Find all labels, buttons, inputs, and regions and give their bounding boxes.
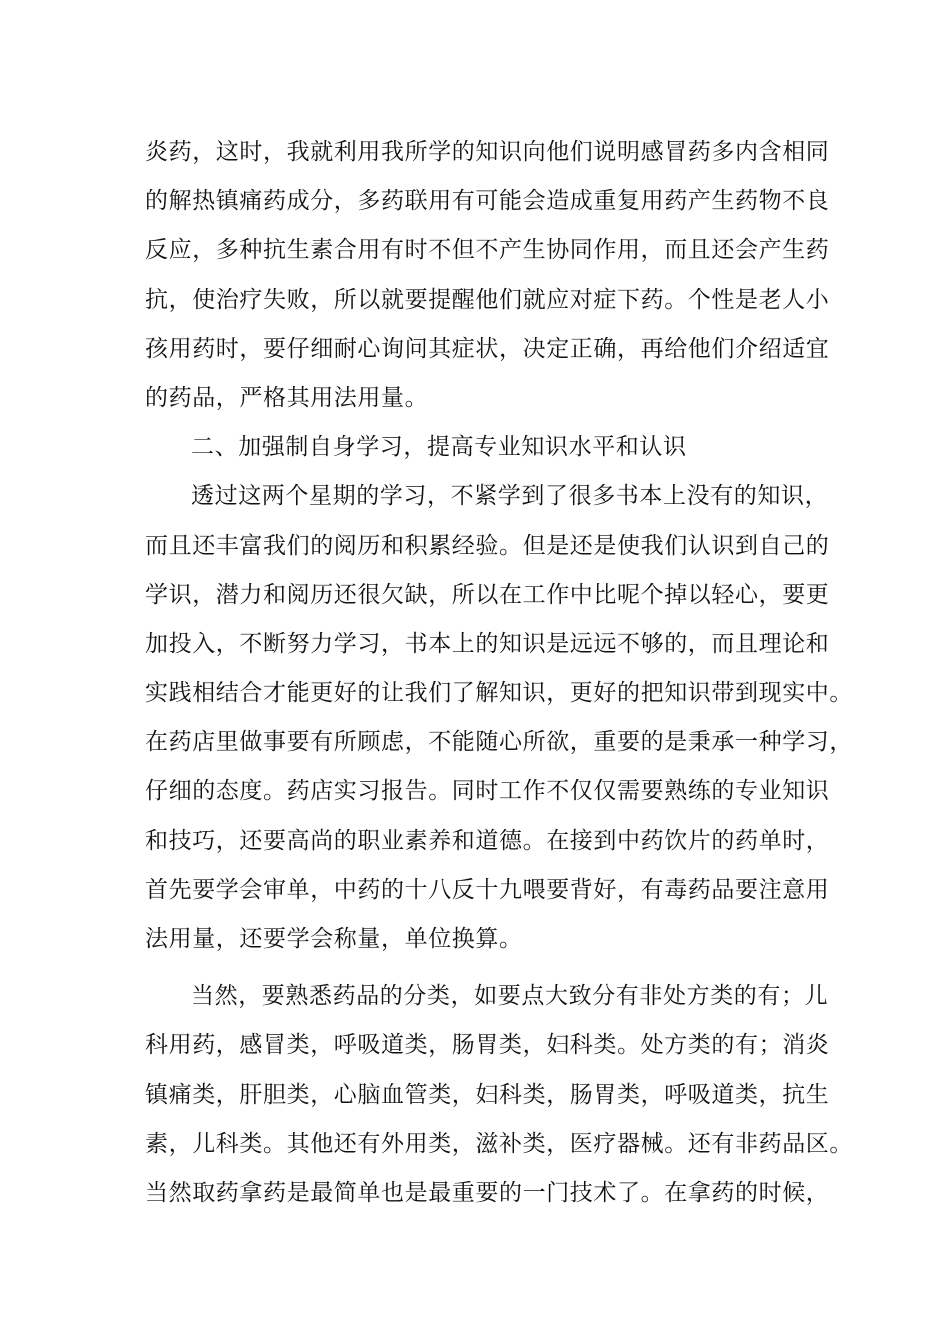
- paragraph-line: 学识，潜力和阅历还很欠缺，所以在工作中比呢个掉以轻心，要更: [145, 581, 830, 608]
- paragraph-line: 素，儿科类。其他还有外用类，滋补类，医疗器械。还有非药品区。: [145, 1130, 853, 1157]
- paragraph-line: 仔细的态度。药店实习报告。同时工作不仅仅需要熟练的专业知识: [145, 778, 830, 805]
- paragraph-gap: [145, 964, 825, 972]
- paragraph-line: 而且还丰富我们的阅历和积累经验。但是还是使我们认识到自己的: [145, 532, 830, 559]
- paragraph-line: 加投入，不断努力学习，书本上的知识是远远不够的，而且理论和: [145, 630, 830, 657]
- section-heading: 二、加强制自身学习，提高专业知识水平和认识: [191, 434, 687, 461]
- paragraph-line: 镇痛类，肝胆类，心脑血管类，妇科类，肠胃类，呼吸道类，抗生: [145, 1081, 830, 1108]
- paragraph-line: 抗，使治疗失败，所以就要提醒他们就应对症下药。个性是老人小: [145, 286, 830, 313]
- paragraph-line: 科用药，感冒类，呼吸道类，肠胃类，妇科类。处方类的有；消炎: [145, 1032, 830, 1059]
- paragraph-line: 法用量，还要学会称量，单位换算。: [145, 926, 523, 952]
- paragraph-line: 反应，多种抗生素合用有时不但不产生协同作用，而且还会产生药: [145, 237, 830, 264]
- paragraph-line: 炎药，这时，我就利用我所学的知识向他们说明感冒药多内含相同: [145, 139, 830, 165]
- paragraph-line: 当然取药拿药是最简单也是最重要的一门技术了。在拿药的时候，: [145, 1179, 830, 1206]
- paragraph-line: 实践相结合才能更好的让我们了解知识，更好的把知识带到现实中。: [145, 680, 853, 707]
- paragraph-line: 当然，要熟悉药品的分类，如要点大致分有非处方类的有；儿: [191, 983, 829, 1010]
- paragraph-line: 孩用药时，要仔细耐心询问其症状，决定正确，再给他们介绍适宜: [145, 335, 830, 362]
- paragraph-line: 首先要学会审单，中药的十八反十九喂要背好，有毒药品要注意用: [145, 876, 830, 903]
- document-body: [145, 128, 853, 1218]
- paragraph-line: 的解热镇痛药成分，多药联用有可能会造成重复用药产生药物不良: [145, 188, 830, 215]
- paragraph-line: 的药品，严格其用法用量。: [145, 384, 429, 411]
- paragraph-line: 透过这两个星期的学习，不紧学到了很多书本上没有的知识，: [191, 483, 829, 510]
- paragraph-line: 在药店里做事要有所顾虑，不能随心所欲，重要的是秉承一种学习，: [145, 729, 853, 756]
- paragraph-line: 和技巧，还要高尚的职业素养和道德。在接到中药饮片的药单时，: [145, 827, 830, 854]
